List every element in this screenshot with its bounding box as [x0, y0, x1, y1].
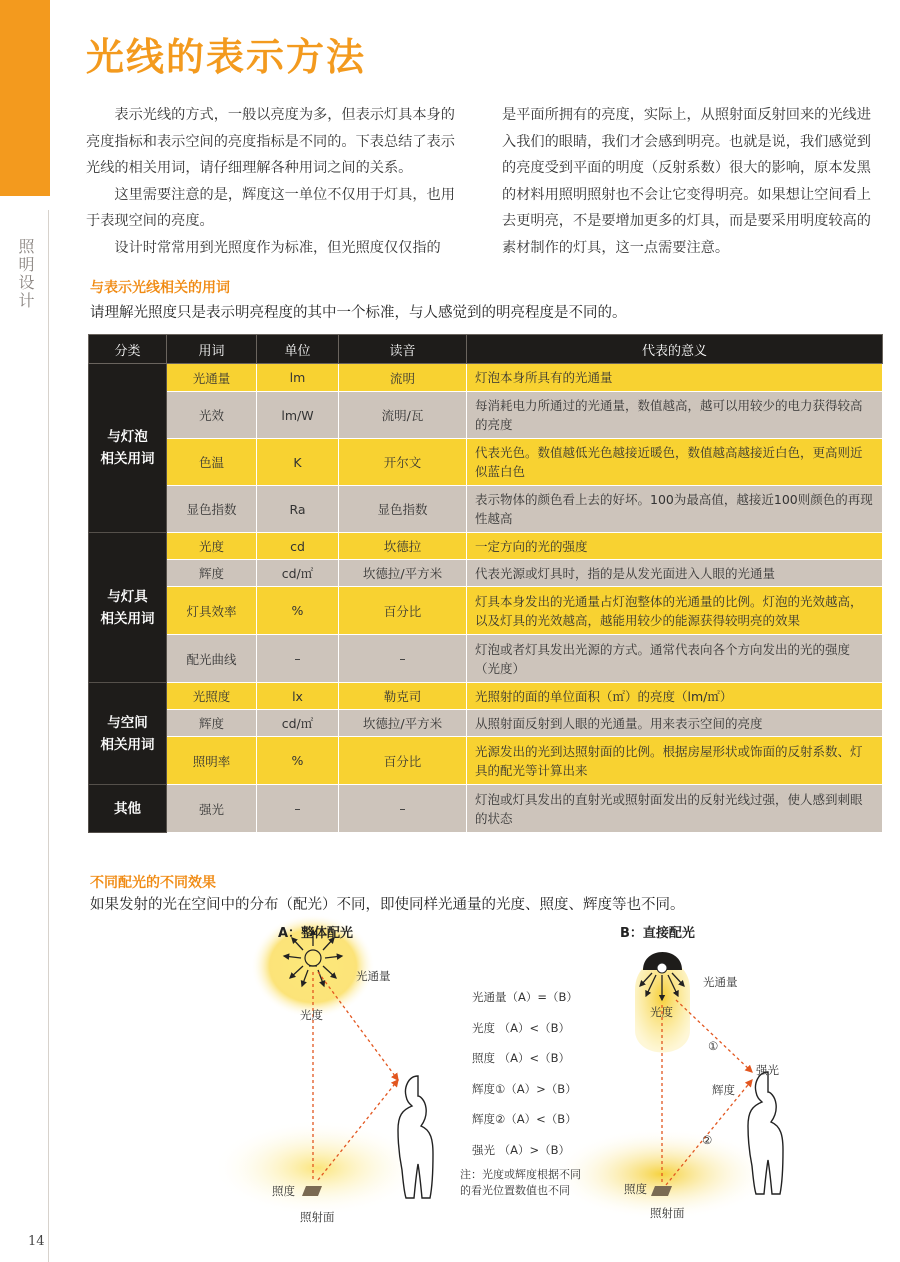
- page-title: 光线的表示方法: [86, 35, 367, 79]
- meaning-cell: 灯泡本身所具有的光通量: [467, 364, 883, 392]
- meaning-cell: 表示物体的颜色看上去的好坏。100为最高值，越接近100则颜色的再现性越高: [467, 486, 883, 533]
- term-cell: 光效: [167, 392, 257, 439]
- label-marker-2: ②: [702, 1133, 713, 1147]
- header-meaning: 代表的意义: [467, 335, 883, 364]
- chapter-label: 照明设计: [16, 238, 35, 310]
- term-cell: 辉度: [167, 710, 257, 737]
- meaning-cell: 灯泡或灯具发出的直射光或照射面发出的反射光线过强，使人感到刺眼的状态: [467, 785, 883, 833]
- unit-cell: –: [257, 785, 339, 833]
- meaning-cell: 灯泡或者灯具发出光源的方式。通常代表向各个方向发出的光的强度（光度）: [467, 635, 883, 683]
- header-reading: 读音: [339, 335, 467, 364]
- reading-cell: 坎德拉: [339, 533, 467, 560]
- diagram-title-a: A：整体配光: [278, 926, 354, 941]
- reading-cell: 勒克司: [339, 683, 467, 710]
- unit-cell: Ra: [257, 486, 339, 533]
- header-category: 分类: [89, 335, 167, 364]
- diagram-note: 注：光度或辉度根据不同 的看光位置数值也不同: [460, 1168, 581, 1197]
- label-glare: 强光: [756, 1063, 779, 1077]
- label-luminance-b: 辉度: [712, 1083, 735, 1097]
- comparison-item: 辉度①（A）>（B）: [472, 1081, 577, 1096]
- category-cell: 与空间 相关用词: [89, 683, 167, 785]
- term-cell: 灯具效率: [167, 587, 257, 635]
- meaning-cell: 光源发出的光到达照射面的比例。根据房屋形状或饰面的反射系数、灯具的配光等计算出来: [467, 737, 883, 785]
- comparison-item: 光度 （A）<（B）: [472, 1020, 571, 1035]
- header-unit: 单位: [257, 335, 339, 364]
- meaning-cell: 代表光色。数值越低光色越接近暖色，数值越高越接近白色，更高则近似蓝白色: [467, 439, 883, 486]
- unit-cell: cd/㎡: [257, 710, 339, 737]
- label-intensity-a: 光度: [300, 1008, 323, 1022]
- floor-light-a: [213, 1120, 423, 1216]
- reading-cell: 流明/瓦: [339, 392, 467, 439]
- reading-cell: 百分比: [339, 737, 467, 785]
- section-description-terms: 请理解光照度只是表示明亮程度的其中一个标准，与人感觉到的明亮程度是不同的。: [90, 305, 627, 321]
- reading-cell: 流明: [339, 364, 467, 392]
- meaning-cell: 代表光源或灯具时，指的是从发光面进入人眼的光通量: [467, 560, 883, 587]
- comparison-item: 照度 （A）<（B）: [472, 1051, 571, 1065]
- section-description-distribution: 如果发射的光在空间中的分布（配光）不同，即使同样光通量的光度、照度、辉度等也不同。: [90, 897, 685, 913]
- page-number: 14: [28, 1234, 45, 1249]
- meaning-cell: 一定方向的光的强度: [467, 533, 883, 560]
- category-cell: 其他: [89, 785, 167, 833]
- comparison-item: 辉度②（A）<（B）: [472, 1112, 577, 1126]
- term-cell: 光照度: [167, 683, 257, 710]
- meaning-cell: 每消耗电力所通过的光通量，数值越高，越可以用较少的电力获得较高的亮度: [467, 392, 883, 439]
- meaning-cell: 从照射面反射到人眼的光通量。用来表示空间的亮度: [467, 710, 883, 737]
- unit-cell: %: [257, 737, 339, 785]
- person-icon: [748, 1072, 783, 1194]
- term-cell: 色温: [167, 439, 257, 486]
- unit-cell: cd: [257, 533, 339, 560]
- label-intensity-b: 光度: [650, 1005, 673, 1019]
- label-illuminance-a: 照度: [272, 1184, 295, 1198]
- reading-cell: 显色指数: [339, 486, 467, 533]
- label-luminous-flux-b: 光通量: [703, 975, 738, 989]
- term-cell: 光通量: [167, 364, 257, 392]
- intro-paragraph: 设计时常常用到光照度作为标准，但光照度仅仅指的: [114, 239, 441, 256]
- term-cell: 辉度: [167, 560, 257, 587]
- reading-cell: 坎德拉/平方米: [339, 710, 467, 737]
- term-cell: 显色指数: [167, 486, 257, 533]
- intro-paragraph: 表示光线的方式，一般以亮度为多，但表示灯具本身的亮度指标和表示空间的亮度指标是不同的。下表总结了表示光线的相关用词，请仔细理解各种用词之间的关系。: [86, 107, 455, 176]
- term-cell: 光度: [167, 533, 257, 560]
- unit-cell: lx: [257, 683, 339, 710]
- category-cell: 与灯具 相关用词: [89, 533, 167, 683]
- lamp-icon: [643, 952, 682, 973]
- term-cell: 照明率: [167, 737, 257, 785]
- unit-cell: K: [257, 439, 339, 486]
- unit-cell: %: [257, 587, 339, 635]
- category-cell: 与灯泡 相关用词: [89, 364, 167, 533]
- header-term: 用词: [167, 335, 257, 364]
- section-heading-distribution: 不同配光的不同效果: [90, 875, 216, 891]
- meaning-cell: 灯具本身发出的光通量占灯泡整体的光通量的比例。灯泡的光效越高，以及灯具的光效越高，越能用较少的能源获得较明亮的效果: [467, 587, 883, 635]
- comparison-item: 强光 （A）>（B）: [472, 1142, 571, 1157]
- term-cell: 配光曲线: [167, 635, 257, 683]
- diagram-title-b: B：直接配光: [620, 926, 695, 941]
- intro-paragraph: 是平面所拥有的亮度，实际上，从照射面反射回来的光线进入我们的眼睛，我们才会感到明亮。也就是说，我们感觉到的亮度受到平面的明度（反射系数）很大的影响，原本发黑的材料用照明照射也不会让它变得明亮。如果想让空间看上去更明亮，不是要增加更多的灯具，而是要采用明度较高的素材制作的灯具，这一点需要注意。: [502, 107, 871, 256]
- label-luminous-flux-a: 光通量: [356, 969, 391, 983]
- reading-cell: 开尔文: [339, 439, 467, 486]
- term-cell: 强光: [167, 785, 257, 833]
- section-heading-terms: 与表示光线相关的用词: [90, 280, 230, 296]
- intro-paragraph: 这里需要注意的是，辉度这一单位不仅用于灯具，也用于表现空间的亮度。: [86, 186, 455, 229]
- label-surface-b: 照射面: [650, 1206, 685, 1220]
- unit-cell: –: [257, 635, 339, 683]
- person-icon: [398, 1076, 433, 1198]
- label-surface-a: 照射面: [300, 1210, 335, 1224]
- unit-cell: cd/㎡: [257, 560, 339, 587]
- label-illuminance-b: 照度: [624, 1182, 647, 1196]
- reading-cell: –: [339, 785, 467, 833]
- reading-cell: 坎德拉/平方米: [339, 560, 467, 587]
- label-marker-1: ①: [708, 1039, 719, 1053]
- reading-cell: –: [339, 635, 467, 683]
- comparison-item: 光通量（A）=（B）: [472, 990, 578, 1004]
- unit-cell: lm: [257, 364, 339, 392]
- reading-cell: 百分比: [339, 587, 467, 635]
- meaning-cell: 光照射的面的单位面积（㎡）的亮度（lm/㎡）: [467, 683, 883, 710]
- comparison-list: [472, 982, 578, 1165]
- unit-cell: lm/W: [257, 392, 339, 439]
